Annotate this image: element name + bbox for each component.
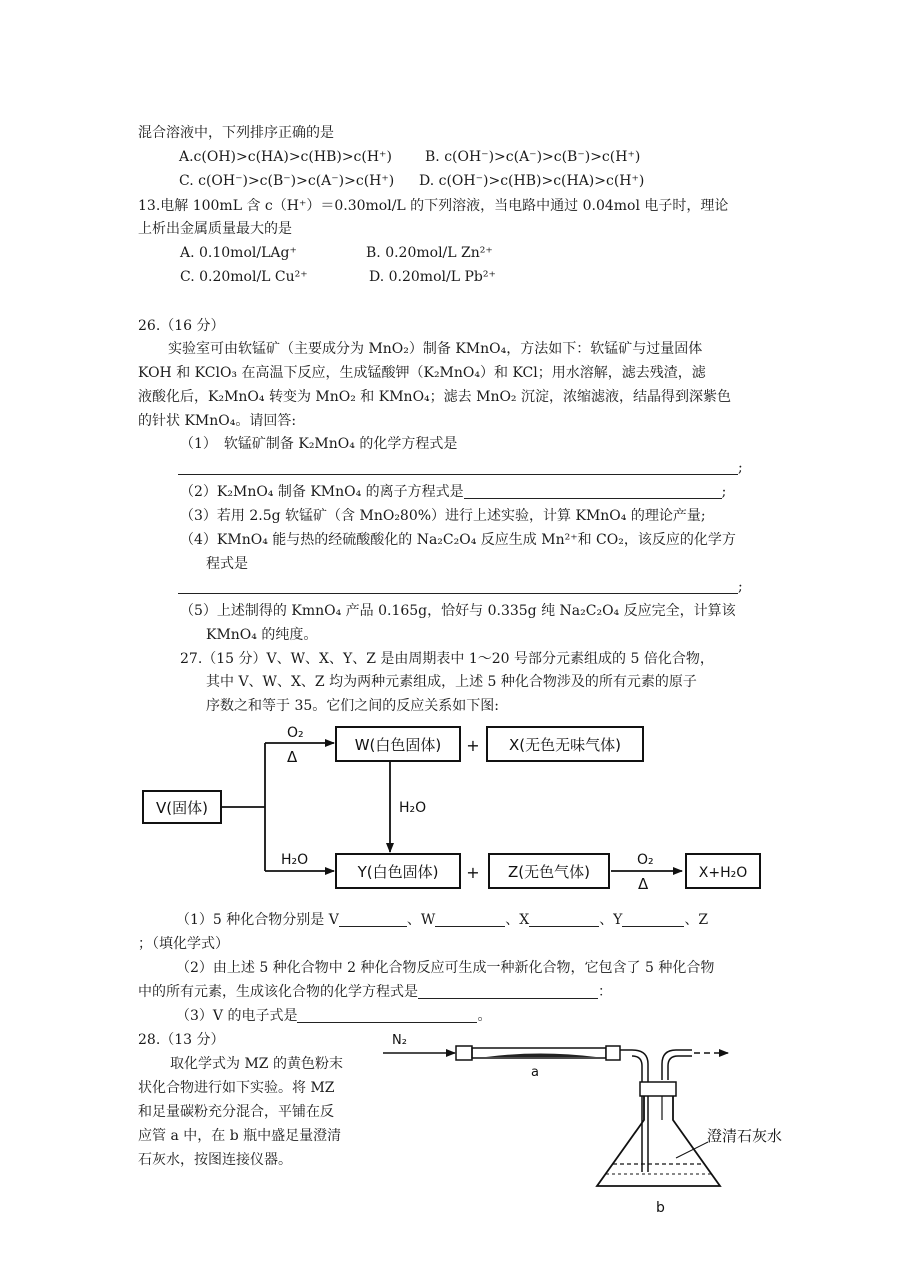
q13-option-c: C. 0.20mol/L Cu²⁺ bbox=[180, 269, 308, 285]
q12-option-b: B. c(OH⁻)>c(A⁻)>c(B⁻)>c(H⁺) bbox=[425, 149, 641, 165]
q12-option-c: C. c(OH⁻)>c(B⁻)>c(A⁻)>c(H⁺) bbox=[179, 173, 395, 189]
q26-para-line4: 的针状 KMnO₄。请回答: bbox=[138, 413, 297, 429]
o2-label-top: O₂ bbox=[287, 725, 304, 741]
n2-label: N₂ bbox=[392, 1033, 407, 1048]
stopper-left bbox=[456, 1046, 472, 1060]
q28-text-line4: 应管 a 中，在 b 瓶中盛足量澄清 bbox=[138, 1128, 342, 1144]
q13-option-d: D. 0.20mol/L Pb²⁺ bbox=[369, 269, 496, 285]
q13-line2: 上析出金属质量最大的是 bbox=[138, 221, 292, 237]
q26-header: 26.（16 分） bbox=[138, 318, 225, 334]
q27-line3: 序数之和等于 35。它们之间的反应关系如下图: bbox=[206, 698, 499, 714]
q27-answer2-line1: （2）由上述 5 种化合物中 2 种化合物反应可生成一种新化合物，它包含了 5 种化合物 bbox=[176, 960, 715, 976]
q27-answer2-line2: 中的所有元素，生成该化合物的化学方程式是 ： bbox=[138, 984, 612, 1000]
q26-sub1: （1） 软锰矿制备 K₂MnO₄ 的化学方程式是 bbox=[180, 436, 458, 452]
y-label: Y(白色固体) bbox=[357, 863, 439, 881]
v-label: V(固体) bbox=[156, 799, 208, 817]
outlet-tube-down bbox=[632, 1050, 648, 1172]
q12-option-a: A.c(OH)>c(HA)>c(HB)>c(H⁺) bbox=[179, 149, 392, 165]
q27-answer1: （1）5 种化合物分别是 V 、W 、X 、Y 、Z bbox=[176, 912, 709, 928]
powder-layer bbox=[486, 1054, 596, 1058]
o2-label-right: O₂ bbox=[637, 852, 654, 868]
exhaust-tube bbox=[662, 1050, 692, 1080]
q26-sub1-answer: ; bbox=[178, 459, 743, 477]
q13-option-a: A. 0.10mol/LAg⁺ bbox=[180, 245, 297, 261]
h2o-label-bottom: H₂O bbox=[281, 852, 309, 868]
stopper-right bbox=[606, 1046, 620, 1060]
q26-sub4-line2: 程式是 bbox=[206, 556, 248, 572]
q12-stem: 混合溶液中，下列排序正确的是 bbox=[138, 125, 334, 141]
q13-option-b: B. 0.20mol/L Zn²⁺ bbox=[366, 245, 493, 261]
conical-flask bbox=[597, 1096, 720, 1186]
q27-answer3: （3）V 的电子式是 。 bbox=[176, 1008, 492, 1024]
q28-text-line3: 和足量碳粉充分混合，平铺在反 bbox=[138, 1104, 334, 1120]
x-label: X(无色无味气体) bbox=[509, 736, 621, 754]
q26-sub4-answer: ; bbox=[178, 578, 743, 596]
q28-text-line5: 石灰水，按图连接仪器。 bbox=[138, 1152, 292, 1168]
q26-para-line3: 液酸化后，K₂MnO₄ 转变为 MnO₂ 和 KMnO₄；滤去 MnO₂ 沉淀，浓缩滤液，结晶得到深紫色 bbox=[138, 389, 731, 405]
bottle-label-b: b bbox=[656, 1200, 665, 1216]
tube-label-a: a bbox=[531, 1065, 539, 1080]
q27-line2: 其中 V、W、X、Z 均为两种元素组成，上述 5 种化合物涉及的所有元素的原子 bbox=[206, 674, 697, 690]
q27-line1: 27.（15 分）V、W、X、Y、Z 是由周期表中 1～20 号部分元素组成的 5 倍化合物， bbox=[180, 651, 714, 667]
product-label: X+H₂O bbox=[698, 865, 748, 881]
w-label: W(白色固体) bbox=[354, 736, 442, 754]
q26-sub2: （2）K₂MnO₄ 制备 KMnO₄ 的离子方程式是 ; bbox=[180, 484, 727, 500]
q26-sub4-line1: （4）KMnO₄ 能与热的经硫酸酸化的 Na₂C₂O₄ 反应生成 Mn²⁺和 CO₂，该反应的化学方 bbox=[180, 532, 736, 548]
q26-para-line2: KOH 和 KClO₃ 在高温下反应，生成锰酸钾（K₂MnO₄）和 KCl；用水溶解，滤去残渣，滤 bbox=[138, 365, 706, 381]
heat-label-right: Δ bbox=[638, 875, 649, 893]
q26-sub5-line2: KMnO₄ 的纯度。 bbox=[206, 627, 318, 643]
z-label: Z(无色气体) bbox=[508, 863, 590, 881]
q26-para-line1: 实验室可由软锰矿（主要成分为 MnO₂）制备 KMnO₄，方法如下：软锰矿与过量固体 bbox=[168, 341, 703, 357]
q26-sub3: （3）若用 2.5g 软锰矿（含 MnO₂80%）进行上述实验，计算 KMnO₄ 的理论产量; bbox=[180, 508, 706, 524]
q27-answer1-tail: ；（填化学式） bbox=[138, 936, 229, 952]
plus-top: + bbox=[466, 736, 480, 755]
q13-line1: 13.电解 100mL 含 c（H⁺）＝0.30mol/L 的下列溶液，当电路中通过 0.04mol 电子时，理论 bbox=[138, 198, 729, 214]
heat-label-top: Δ bbox=[287, 748, 298, 766]
h2o-label-middle: H₂O bbox=[399, 800, 427, 816]
q28-text-line1: 取化学式为 MZ 的黄色粉末 bbox=[170, 1056, 343, 1072]
limewater-label: 澄清石灰水 bbox=[707, 1127, 783, 1145]
plus-bottom: + bbox=[466, 863, 480, 882]
q28-header: 28.（13 分） bbox=[138, 1032, 225, 1048]
q28-text-line2: 状化合物进行如下实验。将 MZ bbox=[138, 1080, 335, 1096]
q12-option-d: D. c(OH⁻)>c(HB)>c(HA)>c(H⁺) bbox=[419, 173, 645, 189]
bottle-stopper bbox=[640, 1082, 676, 1096]
q26-sub5-line1: （5）上述制得的 KmnO₄ 产品 0.165g，恰好与 0.335g 纯 Na₂C₂O₄ 反应完全，计算该 bbox=[180, 603, 736, 619]
